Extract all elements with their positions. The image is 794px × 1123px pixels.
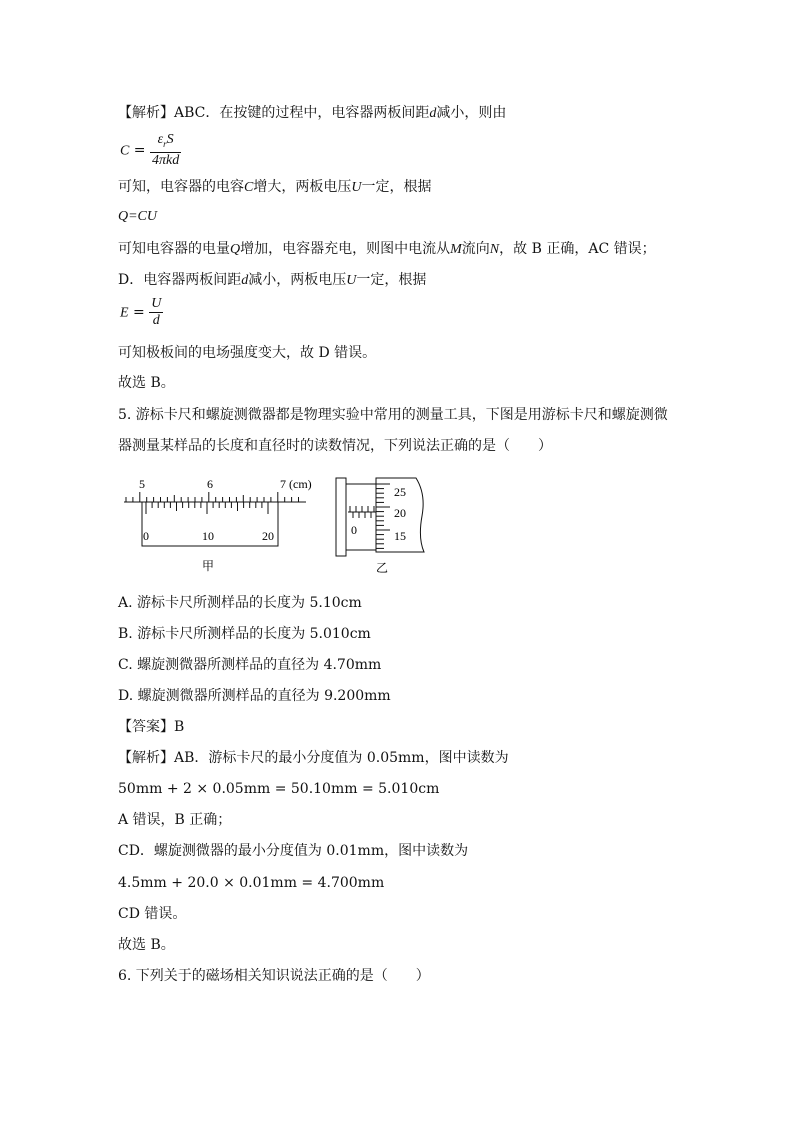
numerator: U	[151, 296, 162, 311]
question-5-line-2: 器测量某样品的长度和直径时的读数情况，下列说法正确的是（ ）	[118, 438, 552, 454]
cd-result-line: CD 错误。	[118, 906, 187, 922]
option-a: A. 游标卡尺所测样品的长度为 5.10cm	[118, 595, 362, 611]
question-5-line-1: 5. 游标卡尺和螺旋测微器都是物理实验中常用的测量工具，下图是用游标卡尺和螺旋测微	[118, 407, 668, 423]
text-span: 增加，电容器充电，则图中电流从	[240, 241, 451, 257]
var-M: M	[450, 242, 462, 257]
choose-b-line: 故选 B。	[118, 375, 175, 391]
option-d: D. 螺旋测微器所测样品的直径为 9.200mm	[118, 688, 391, 704]
micrometer	[336, 478, 424, 556]
main-label-6: 6	[207, 477, 213, 491]
text-span: D．电容器两板间距	[118, 272, 242, 288]
answer-line: 【答案】B	[118, 719, 185, 735]
charge-formula: Q=CU	[118, 209, 158, 224]
text-span: 增大，两板电压	[253, 179, 352, 195]
capacitance-increase-line	[118, 178, 431, 197]
analysis-ab-line: 【解析】AB．游标卡尺的最小分度值为 0.05mm，图中读数为	[118, 750, 509, 766]
micrometer-calc-line: 4.5mm + 20.0 × 0.01mm = 4.700mm	[118, 875, 385, 891]
main-label-7: 7 (cm)	[280, 477, 312, 491]
denominator: d	[152, 313, 160, 328]
ab-result-line: A 错误，B 正确；	[118, 812, 232, 828]
main-label-5: 5	[139, 477, 145, 491]
charge-increase-line	[118, 240, 656, 259]
var-U: U	[351, 180, 362, 195]
text-span: 可知电容器的电量	[118, 241, 230, 257]
caliper-caption: 甲	[201, 559, 215, 573]
var-S: S	[166, 132, 174, 147]
var-C: C	[120, 143, 130, 159]
thimble-label-15: 15	[394, 529, 406, 543]
text-span: ，故 B 正确，AC 错误；	[499, 241, 656, 257]
denominator: 4πkd	[151, 152, 180, 168]
text-span: 一定，根据	[361, 179, 432, 195]
caliper-vernier-scale	[142, 502, 278, 546]
text-span: 减小，则由	[436, 105, 507, 121]
text-span: 可知，电容器的电容	[118, 179, 244, 195]
thimble-label-20: 20	[394, 506, 406, 520]
vernier-label-20: 20	[262, 529, 274, 543]
equals-sign: =	[133, 304, 145, 321]
analysis-d-line	[118, 271, 426, 290]
micrometer-caption: 乙	[375, 561, 389, 575]
field-fraction	[149, 296, 163, 329]
option-c: C. 螺旋测微器所测样品的直径为 4.70mm	[118, 657, 382, 673]
sleeve-label-0: 0	[351, 523, 357, 537]
var-d: d	[241, 273, 249, 288]
text-span: 流向	[461, 241, 490, 257]
question-6-line: 6. 下列关于的磁场相关知识说法正确的是（ ）	[118, 968, 430, 984]
text-span: 【解析】ABC．在按键的过程中，电容器两板间距	[118, 105, 430, 121]
vernier-label-0: 0	[143, 529, 149, 543]
equals-sign: =	[133, 142, 146, 159]
capacitance-formula	[120, 132, 181, 169]
field-formula	[120, 296, 163, 329]
caliper-main-scale	[124, 477, 312, 502]
field-increase-line: 可知极板间的电场强度变大，故 D 错误。	[118, 345, 377, 361]
var-E: E	[120, 305, 129, 321]
option-b: B. 游标卡尺所测样品的长度为 5.010cm	[118, 626, 371, 642]
analysis-abc-line	[118, 104, 506, 123]
thimble-label-25: 25	[394, 485, 406, 499]
var-d: d	[429, 106, 437, 121]
var-Q: Q	[230, 242, 241, 257]
caliper-calc-line: 50mm + 2 × 0.05mm = 50.10mm = 5.010cm	[118, 781, 440, 797]
analysis-cd-line: CD．螺旋测微器的最小分度值为 0.01mm，图中读数为	[118, 843, 469, 859]
text-span: 减小，两板电压	[248, 272, 347, 288]
epsilon: ε	[157, 132, 164, 147]
text-span: 一定，根据	[356, 272, 427, 288]
epsilon-sub: r	[163, 138, 167, 149]
var-N: N	[489, 242, 500, 257]
measurement-figure	[120, 472, 440, 580]
var-U: U	[346, 273, 357, 288]
var-C: C	[244, 180, 254, 195]
choose-b-line-2: 故选 B。	[118, 937, 175, 953]
vernier-label-10: 10	[202, 529, 214, 543]
capacitance-fraction	[150, 132, 181, 169]
